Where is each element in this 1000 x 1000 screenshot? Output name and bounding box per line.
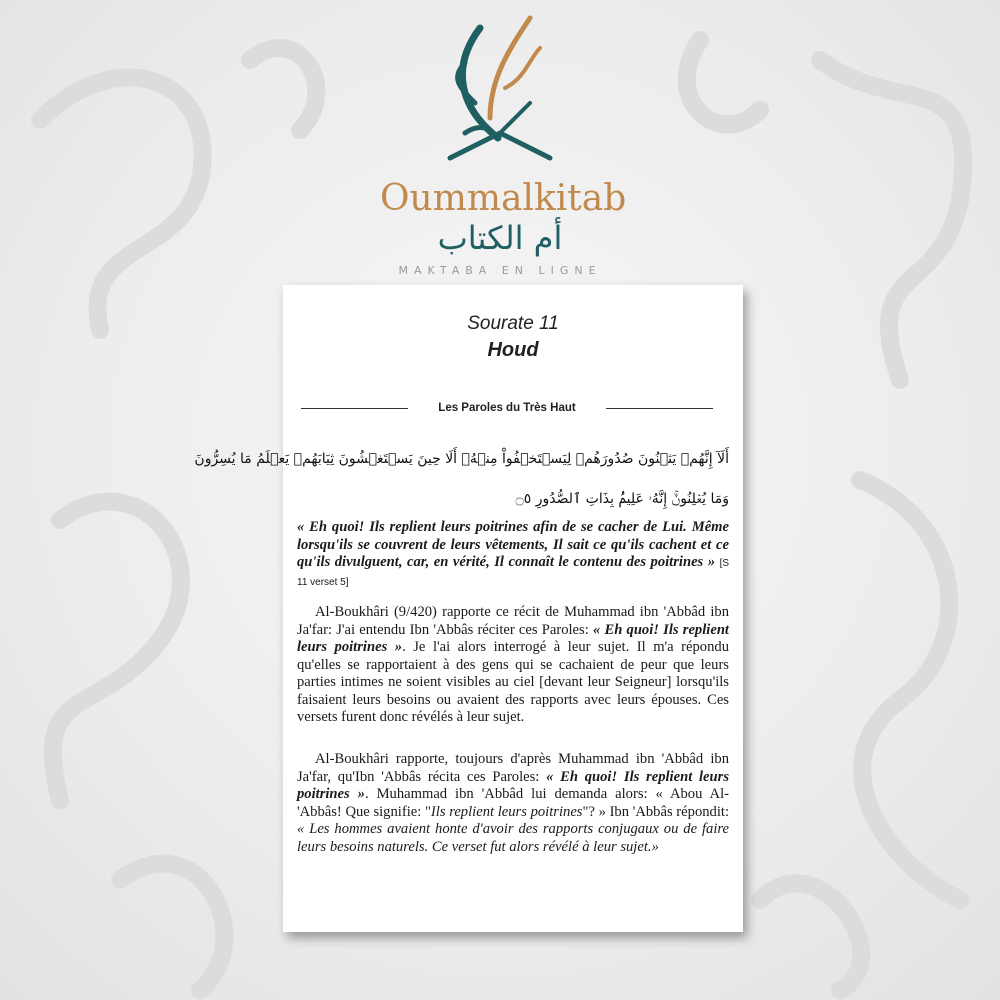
p2-text-e: "? » Ibn 'Abbâs répondit: xyxy=(582,803,729,820)
translation-text: « Eh quoi! Ils replient leurs poitrines afin de se cacher de Lui. Même lorsqu'ils se couvrent de leurs vêtements, Il sait ce qu'ils cachent et ce qu'ils divulguent, car, en vérité, Il connaît le contenu des poitrines » xyxy=(297,519,729,570)
quill-book-emblem xyxy=(380,8,620,178)
verse-reference: [S 11 verset 5] xyxy=(297,558,730,588)
p2-text-c: . Muhammad ibn 'Abbâd lui demanda alors: « Abou Al-'Abbâs! Que signifie: " xyxy=(297,786,729,820)
paragraph-2 xyxy=(297,751,729,856)
p1-text-a: Al-Boukhâri (9/420) rapporte ce récit de Muhammad ibn 'Abbâd ibn Ja'far: J'ai entendu Ibn 'Abbâs réciter ces Paroles: xyxy=(297,604,729,638)
brand-logo xyxy=(380,8,627,278)
arabic-verse-line-2: وَمَا يُعۡلِنُونَۚ إِنَّهُۥ عَلِيمُۢ بِذَاتِ ٱلصُّدُورِ ۝٥ xyxy=(515,491,729,507)
divider xyxy=(606,408,713,409)
section-title: Les Paroles du Très Haut xyxy=(438,402,576,414)
p2-quote: « Eh quoi! Ils replient leurs poitrines » xyxy=(297,768,730,802)
brand-name: Oummalkitab xyxy=(380,178,627,219)
book-page xyxy=(194,285,743,932)
section-header xyxy=(301,402,713,414)
brand-tagline: MAKTABA EN LIGNE xyxy=(398,264,602,277)
surah-label: Sourate 11 xyxy=(467,313,559,334)
p2-text-a: Al-Boukhâri rapporte, toujours d'après Muhammad ibn 'Abbâd ibn Ja'far, qu'Ibn 'Abbâs récita ces Paroles: xyxy=(297,751,729,785)
p2-answer: « Les hommes avaient honte d'avoir des rapports conjugaux ou de faire leurs besoins naturels. Ce verset fut alors révélé à leur sujet.» xyxy=(297,821,729,855)
brand-arabic-name: أم الكتاب xyxy=(437,219,563,257)
surah-name: Houd xyxy=(487,339,539,361)
p1-text-c: . Je l'ai alors interrogé à leur sujet. Il m'a répondu qu'elles se rapportaient à des gens qui se cachaient de peur que leurs parties intimes ne soient visibles au ciel [devant leur Seigneur] lorsqu'ils faisaient leurs besoins ou avaient des rapports avec leurs épouses. Ces versets furent donc révélés à leur sujet. xyxy=(297,639,729,725)
verse-translation xyxy=(297,519,729,591)
p1-quote: « Eh quoi! Ils replient leurs poitrines » xyxy=(297,621,729,655)
p2-quote-italic: Ils replient leurs poitrines xyxy=(430,803,583,820)
arabic-verse-line-1: أَلَآ إِنَّهُمۡ يَثۡنُونَ صُدُورَهُمۡ لِيَسۡتَخۡفُواْ مِنۡهُۚ أَلَا حِينَ يَسۡتَغۡشُونَ ثِيَابَهُمۡ يَعۡلَمُ مَا يُسِرُّونَ xyxy=(194,451,729,467)
paragraph-1 xyxy=(297,604,729,727)
divider xyxy=(301,408,408,409)
